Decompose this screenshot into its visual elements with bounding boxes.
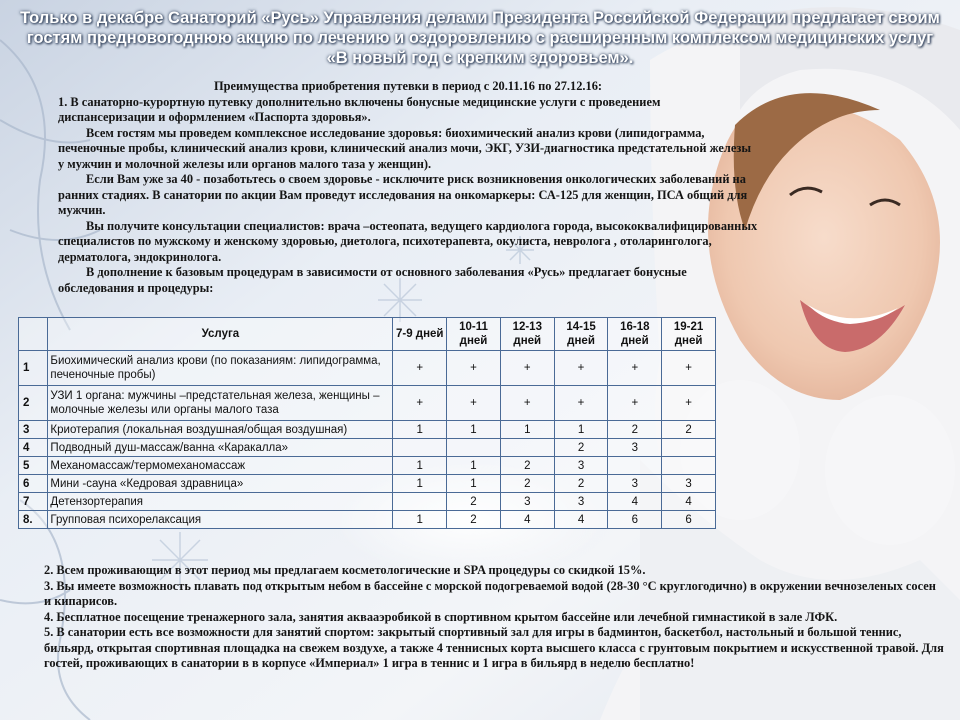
- table-row: [19, 439, 716, 457]
- row-number: 4: [19, 439, 48, 457]
- service-name: Криотерапия (локальная воздушная/общая воздушная): [48, 421, 393, 439]
- intro-paragraph-1: 1. В санаторно-курортную путевку дополнительно включены бонусные медицинские услуги с проведением диспансеризации и оформлением «Паспорта здоровья».: [58, 94, 661, 124]
- service-quantity: +: [554, 351, 608, 386]
- column-header: Услуга: [48, 318, 393, 351]
- service-quantity: 3: [554, 493, 608, 511]
- service-quantity: [662, 457, 716, 475]
- service-quantity: 1: [447, 475, 501, 493]
- service-quantity: 3: [554, 457, 608, 475]
- service-quantity: 1: [393, 475, 447, 493]
- service-quantity: [662, 439, 716, 457]
- table-header-row: [19, 318, 716, 351]
- bottom-paragraph-5: 5. В санатории есть все возможности для занятий спортом: закрытый спортивный зал для игры в бадминтон, баскетбол, настольный и большой теннис, бильярд, открытая спортивная площадка на свежем воздухе, а также 4 теннисных корта высшего класса с грунтовым покрытием и искусственной травой. Для гостей, проживающих в санатории в в корпусе «Империал» 1 игра в теннис и 1 игра в бильярд в неделю бесплатно!: [44, 625, 944, 670]
- column-header: [19, 318, 48, 351]
- service-name: Детензортерапия: [48, 493, 393, 511]
- row-number: 5: [19, 457, 48, 475]
- service-quantity: 4: [608, 493, 662, 511]
- table-row: [19, 421, 716, 439]
- service-name: Подводный душ-массаж/ванна «Каракалла»: [48, 439, 393, 457]
- service-quantity: 2: [500, 475, 554, 493]
- service-quantity: 4: [500, 511, 554, 529]
- intro-section: [58, 79, 758, 296]
- service-quantity: 1: [393, 457, 447, 475]
- service-name: Групповая психорелаксация: [48, 511, 393, 529]
- column-header: 19-21 дней: [662, 318, 716, 351]
- table-row: [19, 457, 716, 475]
- column-header: 16-18 дней: [608, 318, 662, 351]
- row-number: 8.: [19, 511, 48, 529]
- service-quantity: 1: [447, 421, 501, 439]
- service-name: УЗИ 1 органа: мужчины –предстательная железа, женщины –молочные железы или органы малого таза: [48, 386, 393, 421]
- service-quantity: [393, 439, 447, 457]
- row-number: 1: [19, 351, 48, 386]
- service-quantity: +: [447, 386, 501, 421]
- service-quantity: 3: [608, 439, 662, 457]
- service-quantity: +: [608, 351, 662, 386]
- service-quantity: 6: [662, 511, 716, 529]
- service-name: Механомассаж/термомеханомассаж: [48, 457, 393, 475]
- service-quantity: 4: [554, 511, 608, 529]
- service-quantity: 2: [554, 475, 608, 493]
- table-row: [19, 386, 716, 421]
- service-quantity: 6: [608, 511, 662, 529]
- service-name: Биохимический анализ крови (по показаниям: липидограмма, печеночные пробы): [48, 351, 393, 386]
- service-quantity: 2: [662, 421, 716, 439]
- row-number: 7: [19, 493, 48, 511]
- service-quantity: 3: [662, 475, 716, 493]
- service-quantity: 1: [393, 511, 447, 529]
- row-number: 2: [19, 386, 48, 421]
- row-number: 3: [19, 421, 48, 439]
- service-quantity: +: [608, 386, 662, 421]
- bottom-paragraph-4: 4. Бесплатное посещение тренажерного зала, занятия аквааэробикой в спортивном крытом бассейне или лечебной гимнастикой в зале ЛФК.: [44, 609, 838, 624]
- service-quantity: 1: [500, 421, 554, 439]
- bottom-paragraph-2: 2. Всем проживающим в этот период мы предлагаем косметологические и SPA процедуры со скидкой 15%.: [44, 563, 646, 577]
- row-number: 6: [19, 475, 48, 493]
- service-name: Мини -сауна «Кедровая здравница»: [48, 475, 393, 493]
- service-quantity: 2: [500, 457, 554, 475]
- column-header: 7-9 дней: [393, 318, 447, 351]
- bottom-section: [44, 563, 944, 672]
- service-quantity: +: [447, 351, 501, 386]
- table-row: [19, 511, 716, 529]
- service-quantity: +: [393, 386, 447, 421]
- service-quantity: +: [393, 351, 447, 386]
- service-quantity: [393, 493, 447, 511]
- bottom-paragraph-3: 3. Вы имеете возможность плавать под открытым небом в бассейне с морской подогреваемой водой (28-30 °С круглогодично) в окружении вечнозеленых сосен и кипарисов.: [44, 578, 936, 608]
- service-quantity: +: [662, 386, 716, 421]
- table-row: [19, 475, 716, 493]
- service-quantity: [500, 439, 554, 457]
- service-quantity: +: [500, 351, 554, 386]
- service-quantity: 4: [662, 493, 716, 511]
- table-row: [19, 493, 716, 511]
- intro-paragraph-4: Вы получите консультации специалистов: врача –остеопата, ведущего кардиолога города, высококвалифицированных специалистов по мужскому и женскому здоровью, диетолога, психотерапевта, окулиста, невролога , отоларинголога, дерматолога, эндокринолога.: [58, 218, 758, 264]
- service-quantity: +: [500, 386, 554, 421]
- intro-paragraph-5: В дополнение к базовым процедурам в зависимости от основного заболевания «Русь» предлагает бонусные обследования и процедуры:: [58, 265, 687, 295]
- promo-headline: Только в декабре Санаторий «Русь» Управления делами Президента Российской Федерации предлагает своим гостям предновогоднюю акцию по лечению и оздоровлению с расширенным комплексом медицинских услуг «В новый год с крепким здоровьем».: [20, 9, 940, 67]
- service-quantity: +: [554, 386, 608, 421]
- service-quantity: 1: [447, 457, 501, 475]
- intro-paragraph-3: Если Вам уже за 40 - позаботьтесь о своем здоровье - исключите риск возникновения онкологических заболеваний на ранних стадиях. В санатории по акции Вам проведут исследования на онкомаркеры: СА-125 для женщин, ПСА общий для мужчин.: [58, 172, 748, 217]
- service-quantity: 2: [554, 439, 608, 457]
- service-quantity: 2: [447, 511, 501, 529]
- intro-paragraph-2: Всем гостям мы проведем комплексное исследование здоровья: биохимический анализ крови (липидограмма, печеночные пробы, клинический анализ крови, клинический анализ мочи, ЭКГ, УЗИ-диагностика предстательной железы у мужчин и молочной железы или органов малого таза у женщин).: [58, 125, 752, 171]
- services-table: [18, 317, 716, 529]
- service-quantity: 2: [447, 493, 501, 511]
- service-quantity: 3: [500, 493, 554, 511]
- period-title: Преимущества приобретения путевки в период с 20.11.16 по 27.12.16:: [213, 79, 603, 93]
- column-header: 14-15 дней: [554, 318, 608, 351]
- table-row: [19, 351, 716, 386]
- column-header: 10-11 дней: [447, 318, 501, 351]
- service-quantity: +: [662, 351, 716, 386]
- service-quantity: 2: [608, 421, 662, 439]
- service-quantity: 1: [393, 421, 447, 439]
- column-header: 12-13 дней: [500, 318, 554, 351]
- service-quantity: [447, 439, 501, 457]
- service-quantity: 3: [608, 475, 662, 493]
- service-quantity: 1: [554, 421, 608, 439]
- service-quantity: [608, 457, 662, 475]
